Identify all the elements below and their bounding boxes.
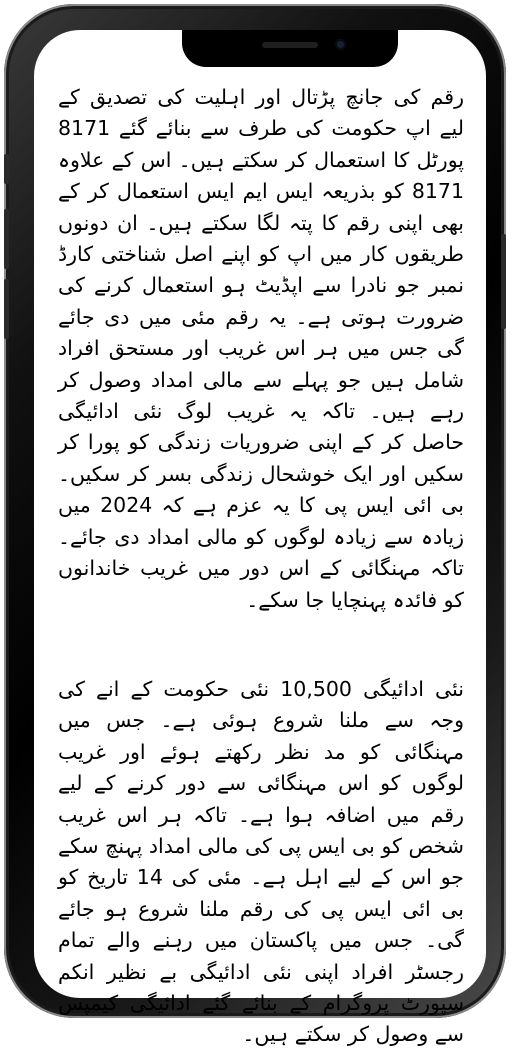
article-body [58,82,464,1051]
volume-up-button [4,209,9,269]
front-camera-icon [335,39,346,50]
phone-frame [4,4,506,1047]
article-paragraph-2: نئی ادائیگی 10,500 نئی حکومت کے انے کی وجہ سے ملنا شروع ہوئی ہے۔ جس میں مہنگائی کو مد نظر رکھتے ہوئے اور غریب لوگوں کو اس مہنگائی سے دور کرنے کے لیے رقم میں اضافہ ہوا ہے۔ تاکہ ہر اس غریب شخص کو بی ایس پی کی مالی امداد پہنچ سکے جو اس کے لیے اہل ہے۔ مئی کی 14 تاریخ کو بی ائی ایس پی کی رقم ملنا شروع ہو جائے گی۔ جس میں پاکستان میں رہنے والے تمام رجسٹر افراد اپنی نئی ادائیگی بے نظیر انکم سپورٹ پروگرام کے بنائے گئے ادائیگی کیمپس سے وصول کر سکتے ہیں۔ [58,676,464,1047]
power-button [501,234,506,329]
volume-down-button [4,279,9,339]
paragraph-spacer [58,616,464,674]
notch [182,30,398,67]
speaker-grille [262,42,318,48]
phone-screen[interactable] [34,30,486,1047]
mute-switch [4,154,9,184]
article-paragraph-1: رقم کی جانچ پڑتال اور اہلیت کی تصدیق کے لیے اپ حکومت کی طرف سے بنائے گئے 8171 پورٹل کا استعمال کر سکتے ہیں۔ اس کے علاوہ 8171 کو بذریعہ ایس ایم ایس استعمال کر کے بھی اپنی رقم کا پتہ لگا سکتے ہیں۔ ان دونوں طریقوں کار میں اپ کو اپنے اصل شناختی کارڈ نمبر جو نادرا سے اپڈیٹ ہو استعمال کرنے کی ضرورت ہوتی ہے۔ یہ رقم مئی میں دی جائے گی جس میں ہر اس غریب اور مستحق افراد شامل ہیں جو پہلے سے مالی امداد وصول کر رہے ہیں۔ تاکہ یہ غریب لوگ نئی ادائیگی حاصل کر کے اپنی ضروریات زندگی کو پورا کر سکیں اور ایک خوشحال زندگی بسر کر سکیں۔ بی ائی ایس پی کا یہ عزم ہے کہ 2024 میں زیادہ سے زیادہ لوگوں کو مالی امداد دی جائے۔ تاکہ مہنگائی کے اس دور میں غریب خاندانوں کو فائدہ پہنچایا جا سکے۔ [58,85,464,612]
